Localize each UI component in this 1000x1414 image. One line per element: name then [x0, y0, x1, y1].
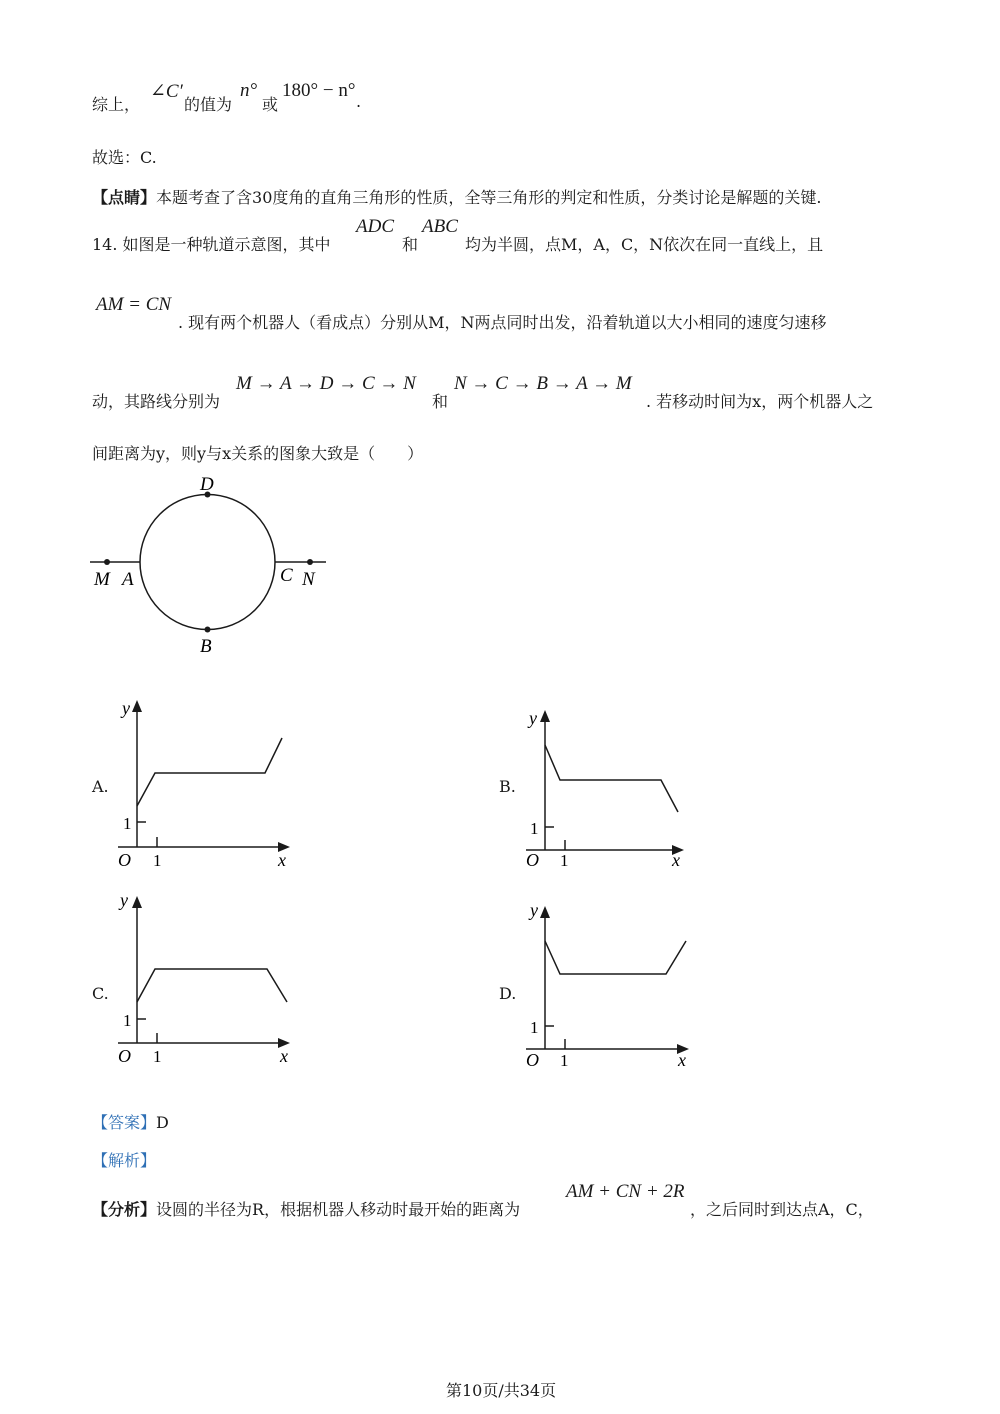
x-label: x — [278, 850, 286, 870]
option-c-label: C. — [92, 984, 109, 1003]
arc-abc: ABC — [422, 216, 458, 237]
label-b: B — [200, 636, 212, 657]
option-d-curve — [545, 941, 686, 974]
option-c-graph — [110, 886, 300, 1066]
label-d: D — [200, 474, 214, 495]
y-tick-one: 1 — [530, 1018, 539, 1037]
y-label: y — [122, 698, 130, 718]
fenxi-pre: 设圆的半径为R，根据机器人移动时最开始的距离为 — [156, 1200, 521, 1219]
value-n-degree: n° — [240, 80, 258, 101]
q14-line3-post: . 若移动时间为x，两个机器人之 — [646, 392, 874, 411]
q14-line1-post: 均为半圆，点M，A，C，N依次在同一直线上，且 — [465, 235, 824, 254]
origin-label: O — [526, 850, 539, 870]
q14-line4: 间距离为y，则y与x关系的图象大致是（ ） — [92, 444, 424, 463]
comment-text: 本题考查了含30度角的直角三角形的性质，全等三角形的判定和性质，分类讨论是解题的关键. — [156, 188, 822, 207]
label-a: A — [122, 569, 134, 590]
x-tick-one: 1 — [560, 851, 569, 870]
origin-label: O — [118, 1046, 131, 1066]
analysis-tag: 【解析】 — [92, 1151, 157, 1170]
option-b-graph — [518, 700, 708, 870]
y-tick-one: 1 — [123, 814, 132, 833]
x-tick-one: 1 — [560, 1051, 569, 1070]
q14-line2-post: . 现有两个机器人（看成点）分别从M，N两点同时出发，沿着轨道以大小相同的速度匀速移 — [178, 313, 827, 332]
option-a-graph — [110, 690, 300, 870]
answer-value: D — [156, 1113, 169, 1132]
value-180-minus-n: 180° − n° — [282, 80, 356, 101]
page-footer: 第10页/共34页 — [446, 1381, 557, 1400]
q14-line1-pre: 14. 如图是一种轨道示意图，其中 — [92, 235, 331, 254]
x-label: x — [678, 1050, 686, 1070]
x-label: x — [280, 1046, 288, 1066]
option-b-label: B. — [499, 777, 516, 796]
and-text-2: 和 — [432, 392, 449, 411]
choice-statement: 故选：C. — [92, 148, 157, 167]
and-text-1: 和 — [402, 235, 419, 254]
line1-period: . — [356, 92, 362, 111]
option-b-curve — [545, 745, 678, 812]
expr-am-cn-2r: AM + CN + 2R — [566, 1181, 685, 1202]
option-a-label: A. — [92, 777, 109, 796]
origin-label: O — [118, 850, 131, 870]
option-d-graph — [518, 896, 708, 1071]
option-d-label: D. — [499, 984, 517, 1003]
origin-label: O — [526, 1050, 539, 1070]
route-1: M → A → D → C → N — [236, 373, 416, 394]
y-label: y — [529, 708, 537, 728]
answer-tag: 【答案】 — [92, 1113, 157, 1132]
label-m: M — [94, 569, 110, 590]
option-c-curve — [137, 969, 287, 1002]
x-tick-one: 1 — [153, 851, 162, 870]
equation-am-cn: AM = CN — [96, 294, 172, 315]
arc-adc: ADC — [356, 216, 394, 237]
y-label: y — [530, 900, 538, 920]
point-m — [104, 559, 110, 565]
or-text: 或 — [262, 95, 279, 114]
comment-tag: 【点睛】 — [92, 188, 157, 207]
label-n: N — [302, 569, 315, 590]
x-label: x — [672, 850, 680, 870]
fenxi-tag: 【分析】 — [92, 1200, 157, 1219]
label-c: C — [280, 565, 293, 586]
fenxi-post: ，之后同时到达点A，C， — [690, 1200, 874, 1219]
angle-c-prime: ∠C′ — [150, 81, 183, 102]
y-label: y — [120, 890, 128, 910]
y-tick-one: 1 — [123, 1011, 132, 1030]
point-b — [205, 627, 211, 633]
option-a-curve — [137, 738, 282, 806]
value-is-text: 的值为 — [184, 95, 233, 114]
track-circle — [140, 495, 275, 630]
q14-line3-pre: 动，其路线分别为 — [92, 392, 221, 411]
track-diagram — [80, 470, 350, 660]
route-2: N → C → B → A → M — [454, 373, 632, 394]
y-tick-one: 1 — [530, 819, 539, 838]
point-n — [307, 559, 313, 565]
conclusion-prefix: 综上， — [92, 95, 141, 114]
x-tick-one: 1 — [153, 1047, 162, 1066]
